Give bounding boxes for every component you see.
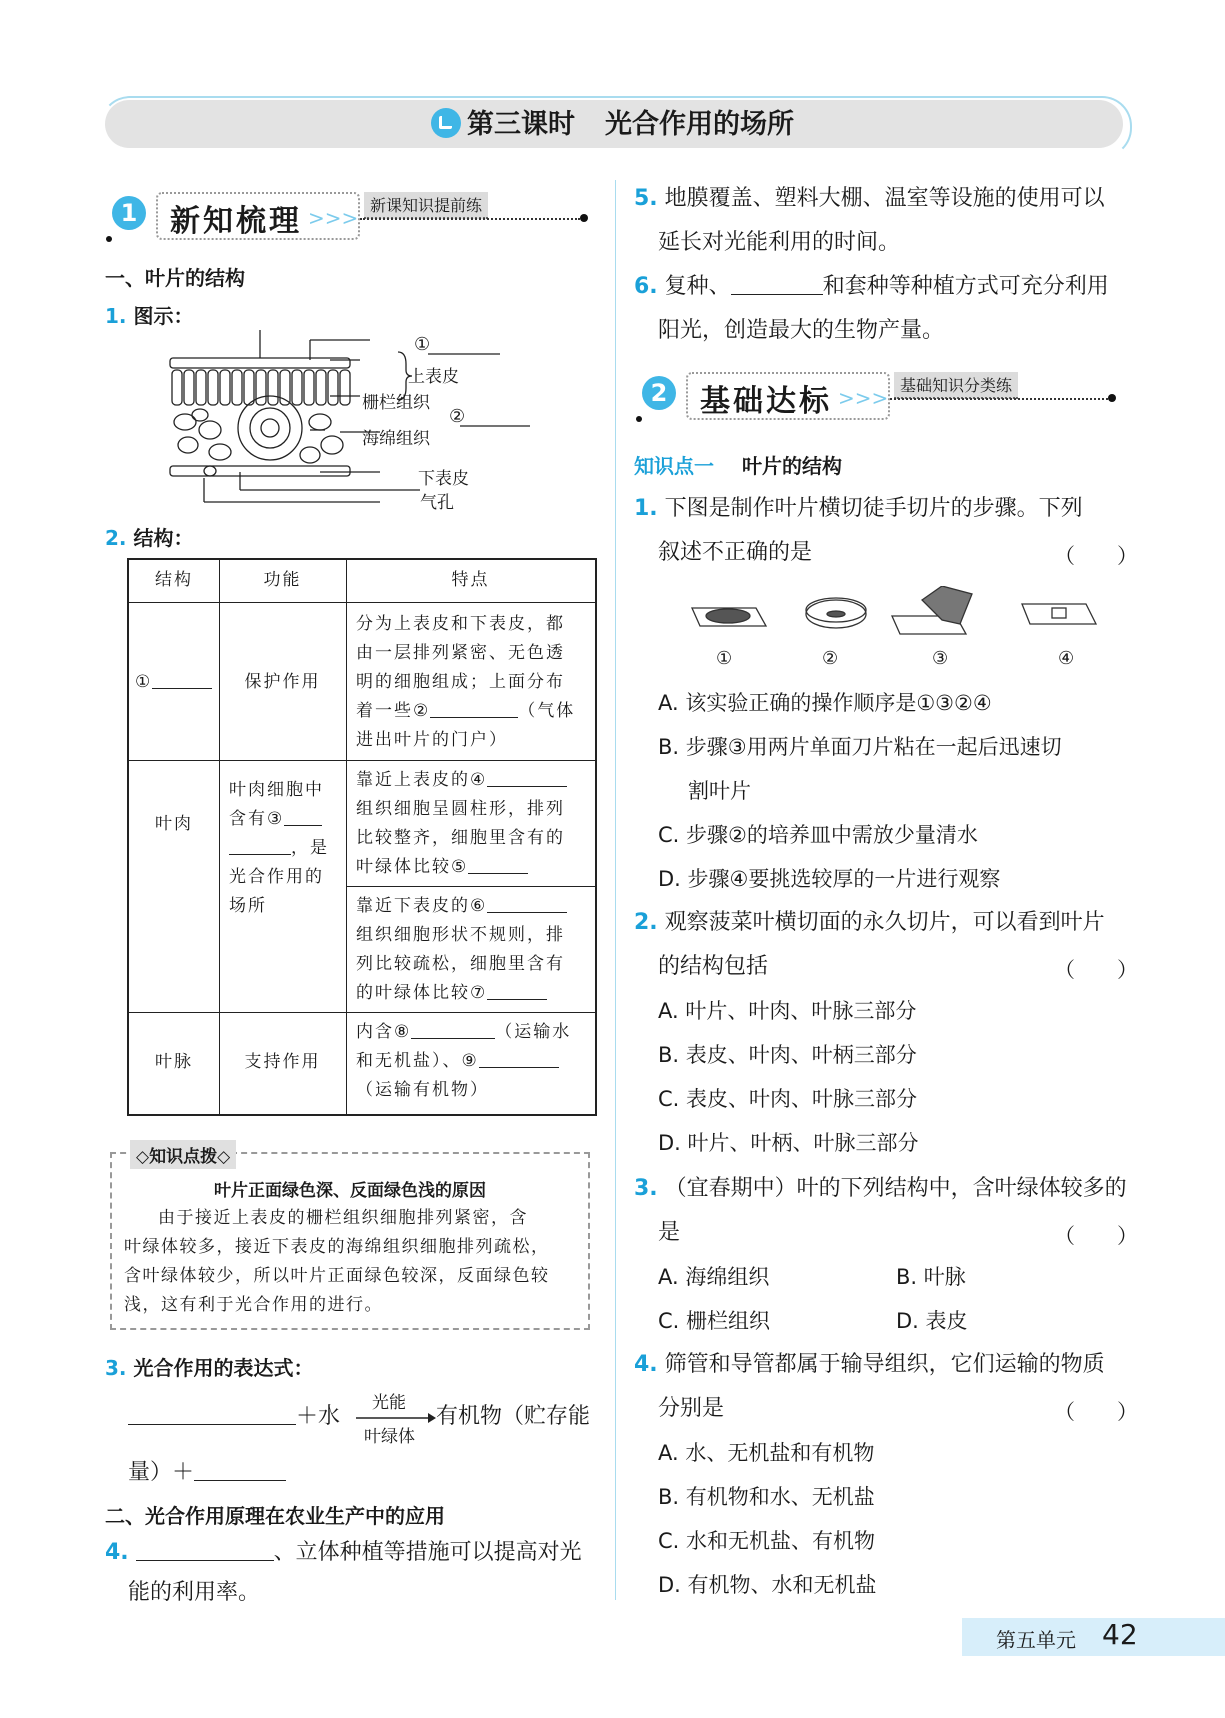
question-4: 4. 、立体种植等措施可以提高对光 (105, 1540, 582, 1565)
option-d: D. 有机物、水和无机盐 (658, 1573, 877, 1597)
arrows-icon: >>> (838, 386, 889, 410)
page-number: 42 (1102, 1618, 1138, 1651)
label-lower-epidermis: 下表皮 (418, 469, 469, 489)
knowledge-point-1: 知识点一 叶片的结构 (634, 454, 842, 478)
equation-product: 有机物（贮存能 (436, 1404, 591, 1429)
exercise-4-line2: 分别是 (658, 1396, 725, 1421)
table-cell: 支持作用 (244, 1052, 321, 1072)
exercise-2: 2. 观察菠菜叶横切面的永久切片，可以看到叶片 (634, 910, 1105, 935)
clock-icon (431, 108, 461, 138)
option-b-line2: 割叶片 (688, 779, 751, 803)
slide-steps-illustration (686, 586, 1106, 656)
option-c: C. 步骤②的培养皿中需放少量清水 (658, 823, 978, 847)
unit-label: 第五单元 (996, 1628, 1076, 1652)
leaf-cross-section-diagram (160, 330, 560, 510)
option-a: A. 该实验正确的操作顺序是①③②④ (658, 691, 992, 715)
dot (636, 416, 642, 422)
photosynthesis-equation: ＋水 (128, 1404, 340, 1430)
heading-agriculture: 二、光合作用原理在农业生产中的应用 (105, 1504, 445, 1528)
palisade-cells (172, 370, 350, 405)
section-1-title: 新知梳理 (170, 204, 302, 239)
label-palisade: 栅栏组织 (362, 393, 430, 413)
section-2-title: 基础达标 (700, 384, 832, 419)
question-5-line2: 延长对光能利用的时间。 (658, 230, 901, 255)
label-circle-2: ② (449, 406, 466, 427)
option-b: B. 步骤③用两片单面刀片粘在一起后迅速切 (658, 735, 1062, 759)
option-d: D. 表皮 (896, 1309, 968, 1333)
table-cell: 叶脉 (155, 1052, 193, 1072)
question-number: 1. (105, 304, 127, 328)
step-label: ③ (932, 648, 949, 669)
label-stoma: 气孔 (420, 493, 454, 513)
option-c: C. 表皮、叶肉、叶脉三部分 (658, 1087, 918, 1111)
option-a: A. 海绵组织 (658, 1265, 770, 1289)
step-label: ④ (1058, 648, 1075, 669)
table-cell: 靠近下表皮的⑥ 组织细胞形状不规则，排 列比较疏松，细胞里含有 的叶绿体比较⑦ (346, 892, 595, 1008)
dotted-line (890, 398, 1108, 400)
table-cell: 叶肉细胞中 含有③ ，是 光合作用的 场所 (229, 780, 329, 916)
table-header: 特点 (451, 570, 490, 590)
answer-parentheses: （ ） (1054, 1400, 1138, 1424)
answer-parentheses: （ ） (1054, 958, 1138, 982)
section-1-tag: 新课知识提前练 (364, 192, 488, 219)
spongy-cells (174, 409, 343, 463)
label-spongy: 海绵组织 (362, 429, 430, 449)
dot (106, 236, 112, 242)
step-label: ① (716, 648, 733, 669)
exercise-1: 1. 下图是制作叶片横切徒手切片的步骤。下列 (634, 496, 1083, 521)
arrow-condition-light: 光能 (372, 1393, 406, 1413)
lesson-title: 光合作用的场所 (605, 109, 794, 140)
option-b: B. 叶脉 (896, 1265, 966, 1289)
section-2-tag: 基础知识分类练 (894, 372, 1018, 399)
option-c: C. 水和无机盐、有机物 (658, 1529, 876, 1553)
label-circle-1: ① (414, 334, 431, 355)
table-cell: 叶肉 (155, 814, 193, 834)
table-cell: 分为上表皮和下表皮，都 由一层排列紧密、无色透 明的细胞组成；上面分布 着一些② （气体 进出叶片的门户） (356, 614, 576, 750)
table-header: 结构 (155, 570, 193, 590)
table-header: 功能 (263, 570, 302, 590)
page-title (0, 102, 1225, 141)
lesson-label: 第三课时 (467, 109, 575, 140)
option-b: B. 表皮、叶肉、叶柄三部分 (658, 1043, 917, 1067)
equation-line-2: 量）＋ (128, 1460, 286, 1486)
table-cell: 内含⑧ （运输水 和无机盐）、⑨ （运输有机物） (346, 1018, 595, 1105)
section-1-badge: 1 (112, 196, 146, 230)
option-a: A. 叶片、叶肉、叶脉三部分 (658, 999, 917, 1023)
structure-table (127, 558, 597, 1116)
dotted-line (360, 218, 580, 220)
option-a: A. 水、无机盐和有机物 (658, 1441, 875, 1465)
option-d: D. 步骤④要挑选较厚的一片进行观察 (658, 867, 1001, 891)
label-upper-epidermis: 上表皮 (408, 367, 459, 387)
exercise-4: 4. 筛管和导管都属于输导组织，它们运输的物质 (634, 1352, 1105, 1377)
arrows-icon: >>> (308, 206, 359, 230)
question-label: 图示： (133, 304, 194, 328)
question-6-line2: 阳光，创造最大的生物产量。 (658, 318, 945, 343)
question-label: 光合作用的表达式： (133, 1356, 314, 1380)
dot (1108, 394, 1116, 402)
question-label: 结构： (133, 526, 194, 550)
table-cell: ① (131, 668, 219, 697)
column-divider (615, 180, 616, 1600)
exercise-1-line2: 叙述不正确的是 (658, 540, 813, 565)
tip-body: 由于接近上表皮的栅栏组织细胞排列紧密，含 叶绿体较多，接近下表皮的海绵组织细胞排列疏松， 含叶绿体较少，所以叶片正面绿色较深，反面绿色较 浅，这有利于光合作用的进行。 (124, 1208, 550, 1315)
dot (580, 214, 588, 222)
table-cell: 靠近上表皮的④ 组织细胞呈圆柱形，排列 比较整齐，细胞里含有的 叶绿体比较⑤ (346, 766, 595, 882)
answer-parentheses: （ ） (1054, 544, 1138, 568)
question-number: 2. (105, 526, 127, 550)
arrow-condition-chloroplast: 叶绿体 (364, 1427, 415, 1447)
option-c: C. 栅栏组织 (658, 1309, 771, 1333)
option-d: D. 叶片、叶柄、叶脉三部分 (658, 1131, 919, 1155)
tip-tag: ◇知识点拨◇ (130, 1140, 236, 1169)
question-4-line2: 能的利用率。 (128, 1580, 261, 1605)
exercise-2-line2: 的结构包括 (658, 954, 769, 979)
tip-title: 叶片正面绿色深、反面绿色浅的原因 (214, 1181, 486, 1201)
question-5: 5. 地膜覆盖、塑料大棚、温室等设施的使用可以 (634, 186, 1105, 211)
exercise-3-line2: 是 (658, 1220, 681, 1245)
section-2-badge: 2 (642, 376, 676, 410)
heading-leaf-structure: 一、叶片的结构 (105, 266, 245, 290)
exercise-3: 3. （宜春期中）叶的下列结构中，含叶绿体较多的 (634, 1176, 1127, 1201)
answer-parentheses: （ ） (1054, 1224, 1138, 1248)
step-label: ② (822, 648, 839, 669)
question-6: 6. 复种、 和套种等种植方式可充分利用 (634, 274, 1109, 299)
question-number: 3. (105, 1356, 127, 1380)
option-b: B. 有机物和水、无机盐 (658, 1485, 875, 1509)
table-cell: 保护作用 (244, 672, 321, 692)
